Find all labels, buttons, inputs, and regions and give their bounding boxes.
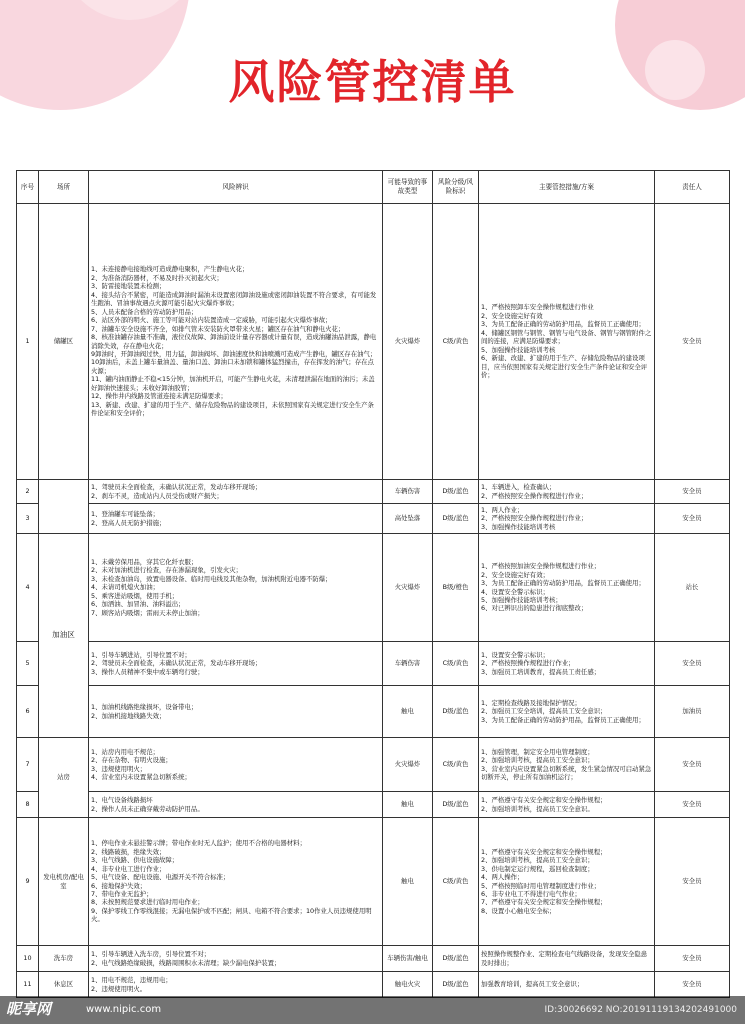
- cell-risk-line: 2、电气线路绝缘破损，线路周围积水未清理；缺少漏电保护装置；: [91, 958, 281, 967]
- cell-measures-line: 1、两人作业；: [481, 505, 524, 514]
- cell-risk: [89, 972, 383, 998]
- cell-risk-line: 12、操作井内线路及管道连接未满足防爆要求；: [91, 392, 227, 401]
- table-row: [17, 480, 730, 504]
- table-row: [17, 972, 730, 998]
- image-id: ID:30026692 NO:20191119134202491000: [544, 1005, 737, 1015]
- cell-owner: 安全员: [655, 972, 730, 998]
- cell-measures-line: 5、严格按照临时用电管理制度进行作业；: [481, 881, 601, 890]
- watermark-logo: 昵享网: [6, 1000, 52, 1018]
- cell-risk-line: 11、罐内油面静止不稳<15分钟，加油机开启，可能产生静电火花，未清理泄漏在地面的油污；未盖好卸油快速接头；未收好卸油胶管；: [91, 375, 375, 392]
- cell-measures: [479, 792, 655, 818]
- table-row: [17, 792, 730, 818]
- cell-measures: [479, 642, 655, 686]
- cell-risk-line: 6、站区外部的明火、施工等可能对站内装置造成一定威胁，可能引起火灾爆炸事故；: [91, 316, 332, 325]
- cell-risk-line: 1、引导车辆进站，引导位置不对；: [91, 650, 191, 659]
- cell-risk-line: 2、线路破损，绝缘失效；: [91, 847, 166, 856]
- cell-risk-line: 1、电气设备线路损坏: [91, 796, 153, 805]
- cell-measures-line: 2、严格按照操作规程进行作业；: [481, 659, 575, 668]
- cell-measures: [479, 946, 655, 972]
- table-row: [17, 738, 730, 792]
- cell-measures-line: 4、储罐区钢管与钢管、钢管与电气设备、钢管与钢管附件之间的连接，应满足防爆要求；: [481, 328, 652, 346]
- cell-risk-line: 4、营业室内未设置紧急切断系统；: [91, 772, 191, 781]
- table-row: [17, 642, 730, 686]
- cell-place: 储罐区: [39, 204, 89, 480]
- cell-risk-line: 10卸油后，未盖上罐车量油盖、量油口盖、卸油口未加锁和罐体猛烈撞击，存在挥发的油气；存在点火源；: [91, 358, 374, 375]
- cell-measures-line: 1、定期检查线路及接地保护情况；: [481, 698, 581, 707]
- cell-measures: [479, 686, 655, 738]
- cell-owner: 安全员: [655, 792, 730, 818]
- cell-measures-line: 3、营业室内应设置紧急切断系统，发生紧急情况可启动紧急切断开关，停止所有加油机运行；: [481, 764, 652, 781]
- cell-measures-line: 1、严格遵守有关安全规定和安全操作规程；: [481, 796, 607, 805]
- cell-level: D级/蓝色: [433, 504, 479, 534]
- cell-measures-line: 1、严格按照加油安全操作规程进行作业；: [481, 562, 601, 571]
- cell-risk-line: 1、未戴劳保用品，穿其它化纤衣服；: [91, 557, 198, 566]
- cell-level: B级/橙色: [433, 534, 479, 642]
- cell-accident: 车辆伤害: [383, 480, 433, 504]
- cell-measures-line: 3、为员工配备正确的劳动防护用品，监督员工正确使用；: [481, 715, 645, 724]
- cell-accident: 火灾爆炸: [383, 534, 433, 642]
- cell-risk-line: 2、驾驶员未全面检查，未确认状况正常，发动车移开现场；: [91, 659, 262, 668]
- cell-measures: [479, 204, 655, 480]
- table-row: [17, 686, 730, 738]
- cell-measures: [479, 534, 655, 642]
- cell-risk-line: 1、站房内用电不规范；: [91, 747, 159, 756]
- cell-accident: 触电火灾: [383, 972, 433, 998]
- cell-level: D级/蓝色: [433, 480, 479, 504]
- cell-risk: [89, 946, 383, 972]
- watermark-site: www.nipic.com: [86, 1004, 162, 1015]
- cell-risk-line: 2、存在杂物、有明火设施；: [91, 756, 172, 765]
- cell-measures-line: 5、加强操作技能培训考核；: [481, 595, 562, 604]
- cell-measures-line: 1、设置安全警示标识；: [481, 650, 549, 659]
- cell-level: C级/黄色: [433, 204, 479, 480]
- cell-risk-line: 2、刹车不灵，造成站内人员受伤或财产损失；: [91, 491, 223, 500]
- cell-level: C级/黄色: [433, 818, 479, 946]
- cell-risk-line: 1、登油罐车可能坠落；: [91, 510, 159, 519]
- cell-place: 发电机房/配电室: [39, 818, 89, 946]
- cell-risk-line: 1、未连接静电接地线可造成静电聚积，产生静电火花；: [91, 265, 249, 274]
- cell-accident: 火灾爆炸: [383, 738, 433, 792]
- cell-risk-line: 7、油罐车安全设施不齐全，如排气管未安装防火罩带来火星；罐区存在油气和静电火花；: [91, 324, 345, 333]
- cell-risk-line: 2、加油机接地线路失效；: [91, 711, 166, 720]
- cell-risk-line: 9卸油时，开卸油阀过快，用力猛，卸油阀坏、卸油速度快和油喷溅可造成产生静电，罐区存在油气；: [91, 349, 377, 358]
- cell-measures-line: 3、为员工配备正确的劳动防护用品，监督员工正确使用；: [481, 579, 645, 588]
- cell-measures-line: 1、严格遵守有关安全规定和安全操作规程；: [481, 847, 607, 856]
- cell-measures-line: 3、为员工配备正确的劳动防护用品，监督员工正确使用；: [481, 320, 645, 329]
- cell-risk-line: 8、未按照规范要求进行临时用电作业；: [91, 898, 204, 907]
- cell-owner: 安全员: [655, 204, 730, 480]
- page-title: 风险管控清单: [228, 55, 517, 109]
- cell-risk: [89, 480, 383, 504]
- cell-measures-line: 2、加强员工安全培训，提高员工安全意识；: [481, 707, 607, 716]
- table-row: [17, 534, 730, 642]
- cell-measures-line: 1、严格按照卸车安全操作规程进行作业: [481, 303, 594, 312]
- table-row: [17, 818, 730, 946]
- cell-risk-line: 3、未检查加油岛，致置电器设备、临时用电线及其他杂物，加油机附近电器不防爆；: [91, 574, 332, 583]
- cell-risk: [89, 792, 383, 818]
- cell-risk-line: 7、顾客站内吸烟；雷雨天未停止加油；: [91, 608, 204, 617]
- cell-owner: 安全员: [655, 480, 730, 504]
- cell-risk-line: 1、加油机线路绝缘损坏，设备带电；: [91, 703, 198, 712]
- cell-no: 10: [17, 946, 39, 972]
- cell-measures-line: 2、加强培训考核，提高员工安全意识；: [481, 756, 594, 765]
- risk-table: [16, 170, 730, 998]
- cell-measures-line: 加强教育培训，提高员工安全意识；: [481, 980, 584, 989]
- table-row: [17, 204, 730, 480]
- cell-owner: 站长: [655, 534, 730, 642]
- cell-risk-line: 2、违规使用明火。: [91, 984, 147, 993]
- cell-risk-line: 1、用电不规范，违规用电；: [91, 976, 172, 985]
- cell-no: 11: [17, 972, 39, 998]
- cell-risk: [89, 642, 383, 686]
- cell-risk-line: 6、接地保护失效；: [91, 881, 147, 890]
- cell-measures-line: 3、供电制定运行规程，巡回检查制度；: [481, 864, 594, 873]
- cell-risk-line: 1、停电作业未悬挂警示牌；带电作业时无人监护；使用不合格的电器材料；: [91, 839, 306, 848]
- cell-measures-line: 6、新建、改建、扩建的用于生产、存储危险物品的建设项目，应当依照国家有关规定进行安全生产条件论证和安全评价；: [481, 354, 648, 380]
- cell-measures-line: 2、严格按照安全操作规程进行作业；: [481, 491, 588, 500]
- cell-risk-line: 2、操作人员未正确穿戴劳动防护用品。: [91, 804, 204, 813]
- cell-accident: 触电: [383, 792, 433, 818]
- cell-measures-line: 7、严格遵守有关安全规定和安全操作规程；: [481, 898, 607, 907]
- cell-risk-line: 4、非专业电工进行作业；: [91, 864, 166, 873]
- cell-measures: [479, 480, 655, 504]
- cell-risk-line: 6、加洒油、加冒油、油料溢出；: [91, 600, 185, 609]
- cell-no: 5: [17, 642, 39, 686]
- cell-risk-line: 13、新建、改建、扩建的用于生产、储存危险物品的建设项目，未依照国家有关规定进行安全生产条件论证和安全评价；: [91, 400, 374, 418]
- cell-risk-line: 2、登高人员无防护措施；: [91, 518, 166, 527]
- cell-measures-line: 3、加强员工培训教育，提高员工责任感；: [481, 667, 601, 676]
- header-risk: 风险辨识: [89, 171, 383, 204]
- cell-level: C级/黄色: [433, 642, 479, 686]
- cell-level: C级/黄色: [433, 738, 479, 792]
- cell-risk-line: 8、核准油罐存油量不准确，液位仪故障、卸油前设计量存容器或计量有误，造成油罐油品泄露，静电消除失效，存在静电火花；: [91, 333, 377, 350]
- cell-owner: 安全员: [655, 738, 730, 792]
- cell-accident: 车辆伤害: [383, 642, 433, 686]
- cell-measures-line: 1、加强管理，制定安全用电管理制度；: [481, 747, 594, 756]
- cell-no: 8: [17, 792, 39, 818]
- cell-owner: 安全员: [655, 642, 730, 686]
- cell-risk: [89, 204, 383, 480]
- cell-measures-line: 1、车辆进入，检查确认；: [481, 483, 556, 492]
- cell-measures: [479, 738, 655, 792]
- cell-measures-line: 5、加强操作技能培训考核: [481, 345, 556, 354]
- header-owner: 责任人: [655, 171, 730, 204]
- cell-accident: 触电: [383, 686, 433, 738]
- header-level: 风险分级/风险标识: [433, 171, 479, 204]
- cell-risk-line: 3、违规使用明火；: [91, 764, 147, 773]
- cell-measures-line: 2、安全设施完好有效；: [481, 570, 549, 579]
- cell-accident: 火灾爆炸: [383, 204, 433, 480]
- cell-no: 1: [17, 204, 39, 480]
- cell-measures-line: 2、加强培训考核，提高员工安全意识。: [481, 804, 594, 813]
- cell-risk-line: 9、保护零线工作零线混接；无漏电保护或不匹配；闸具、电箱不符合要求；10作业人员违规使用明火。: [91, 906, 372, 924]
- cell-accident: 车辆伤害/触电: [383, 946, 433, 972]
- header-band: [0, 0, 745, 170]
- cell-measures-line: 6、非专业电工不得进行电气作业；: [481, 889, 581, 898]
- header-accident: 可能导致的事故类型: [383, 171, 433, 204]
- cell-measures-line: 按照操作规整作业、定期检查电气线路设备，发现安全隐患及时排出；: [481, 950, 648, 967]
- cell-risk-line: 7、带电作业无监护；: [91, 889, 153, 898]
- cell-risk: [89, 818, 383, 946]
- cell-measures-line: 2、加强培训考核，提高员工安全意识；: [481, 856, 594, 865]
- cell-accident: 触电: [383, 818, 433, 946]
- cell-risk: [89, 738, 383, 792]
- cell-risk-line: 4、未请司机熄火加油；: [91, 583, 159, 592]
- cell-no: 6: [17, 686, 39, 738]
- cell-owner: 安全员: [655, 818, 730, 946]
- cell-place: 休息区: [39, 972, 89, 998]
- cell-risk: [89, 504, 383, 534]
- cell-place: 洗车房: [39, 946, 89, 972]
- cell-measures-line: 2、安全设施完好有效: [481, 311, 543, 320]
- cell-place: 加油区: [39, 534, 89, 738]
- cell-measures: [479, 818, 655, 946]
- header-place: 场所: [39, 171, 89, 204]
- table-row: [17, 504, 730, 534]
- cell-measures-line: 4、设置安全警示标识；: [481, 587, 549, 596]
- header-no: 序号: [17, 171, 39, 204]
- cell-risk-line: 1、驾驶员未全面检查，未确认状况正常，发动车移开现场；: [91, 483, 262, 492]
- header-measures: 主要管控措施/方案: [479, 171, 655, 204]
- cell-place: 站房: [39, 738, 89, 818]
- cell-risk-line: 4、接头结合不紧密，可能造成卸油时漏油未设置密闭卸油设施或密闭卸油装置不符合要求，有可能发生跑油、冒油事故遇点火源可能引起火灾爆炸事故；: [91, 290, 377, 308]
- cell-measures-line: 2、严格按照安全操作规程进行作业；: [481, 514, 588, 523]
- cell-no: 2: [17, 480, 39, 504]
- cell-owner: 安全员: [655, 504, 730, 534]
- cell-owner: 安全员: [655, 946, 730, 972]
- cell-no: 3: [17, 504, 39, 534]
- cell-risk-line: 5、乘客进站吸烟，使用手机；: [91, 591, 179, 600]
- cell-risk-line: 2、未对加油机进行检查，存在渗漏现象，引发火灾；: [91, 566, 243, 575]
- cell-level: D级/蓝色: [433, 972, 479, 998]
- cell-no: 9: [17, 818, 39, 946]
- cell-no: 7: [17, 738, 39, 792]
- cell-risk-line: 3、电气线路、供电设施故障；: [91, 856, 179, 865]
- cell-measures: [479, 504, 655, 534]
- cell-measures: [479, 972, 655, 998]
- cell-level: D级/蓝色: [433, 686, 479, 738]
- cell-risk-line: 3、防雷接地装置未检测；: [91, 282, 166, 291]
- cell-level: D级/蓝色: [433, 946, 479, 972]
- cell-place: [39, 480, 89, 534]
- cell-risk-line: 3、操作人员精神不集中或车辆弯行驶；: [91, 667, 204, 676]
- cell-level: D级/蓝色: [433, 792, 479, 818]
- cell-measures-line: 3、加强操作技能培训考核: [481, 522, 556, 531]
- cell-risk-line: 1、引导车辆进入洗车房，引导位置不对；: [91, 950, 211, 959]
- cell-accident: 高处坠落: [383, 504, 433, 534]
- table-row: [17, 946, 730, 972]
- cell-risk-line: 5、人员未配备合格的劳动防护用品；: [91, 307, 198, 316]
- cell-measures-line: 4、两人操作；: [481, 873, 524, 882]
- cell-measures-line: 6、对已辨识出的隐患进行彻底整改；: [481, 604, 588, 613]
- cell-risk: [89, 534, 383, 642]
- cell-risk-line: 5、电气设备、配电设施、电源开关不符合标准；: [91, 873, 230, 882]
- cell-risk-line: 2、为准备消防器材，不易及时扑灭初起火灾；: [91, 273, 223, 282]
- cell-measures-line: 8、设置小心触电安全标；: [481, 906, 556, 915]
- cell-risk: [89, 686, 383, 738]
- cell-no: 4: [17, 534, 39, 642]
- table-header-row: [17, 171, 730, 204]
- cell-owner: 加油员: [655, 686, 730, 738]
